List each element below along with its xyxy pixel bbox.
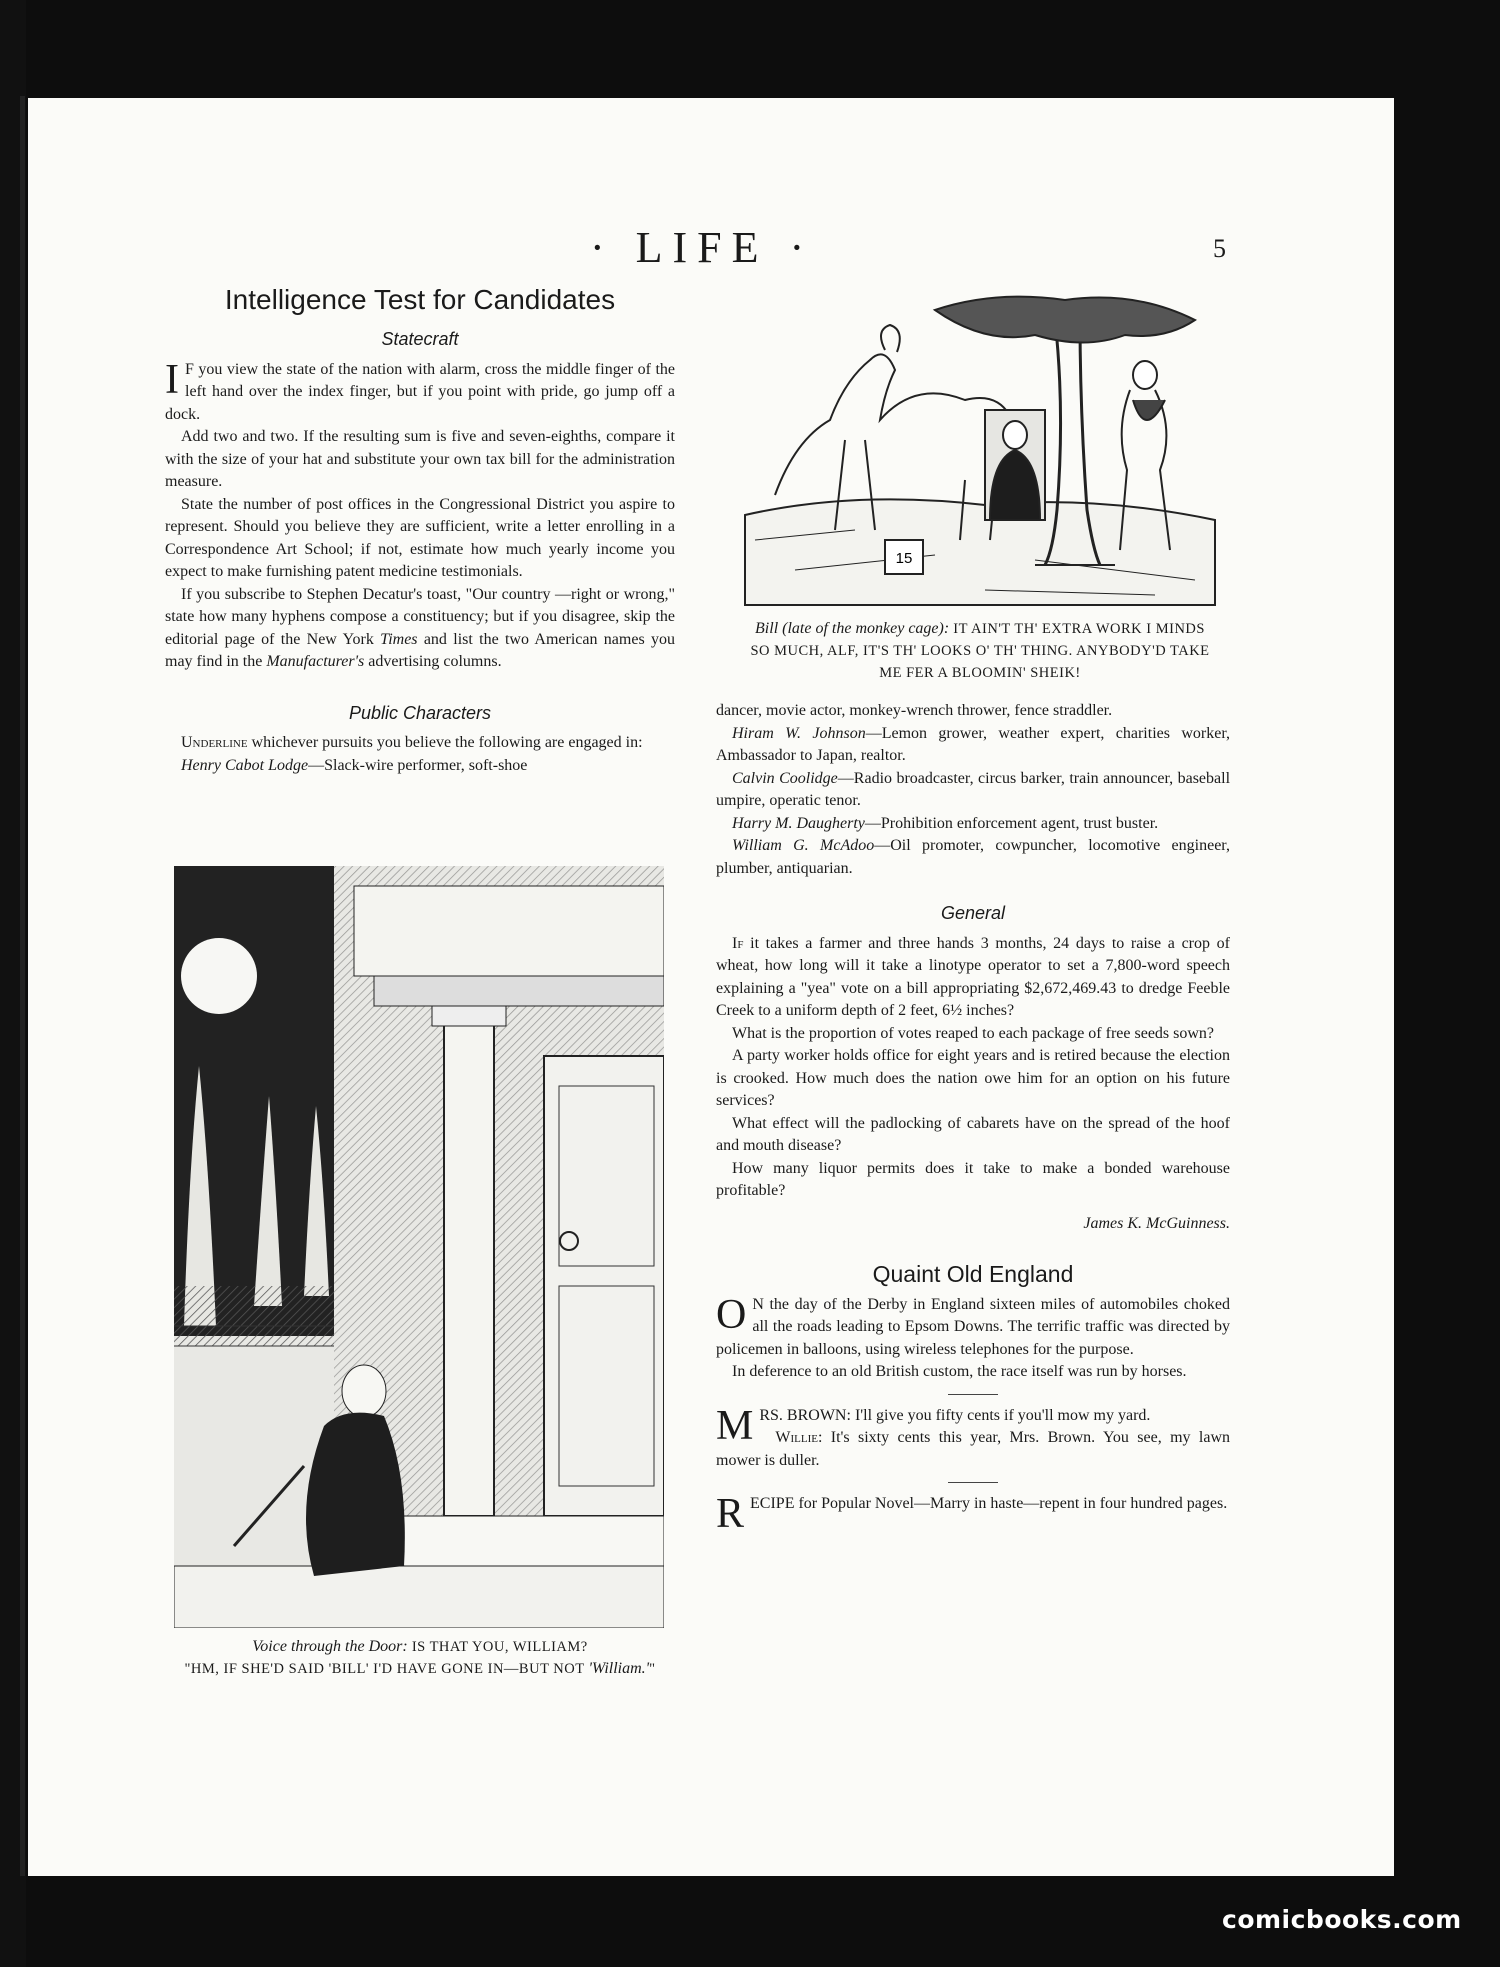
small-caps-text: Underline bbox=[181, 734, 248, 751]
paragraph bbox=[165, 732, 675, 755]
small-caps-text: If bbox=[732, 934, 744, 952]
paragraph: State the number of post offices in the Congressional District you aspire to represent. Should you believe they are sufficient, write a letter enrolling in a Correspondence Art School; if not, estimate how much yearly income you expect to make furnishing patent medicine testimonials. bbox=[165, 495, 675, 580]
italic-text: Times bbox=[380, 630, 418, 648]
paragraph-text: F you view the state of the nation with alarm, cross the middle finger of the left hand over the index finger, but if you point with pride, go jump off a dock. bbox=[165, 360, 675, 423]
paragraph: What effect will the padlocking of cabarets have on the spread of the hoof and mouth disease? bbox=[716, 1114, 1230, 1154]
caption-text: IT AIN'T TH' EXTRA WORK I MINDS SO MUCH, ALF, IT'S TH' LOOKS O' TH' THING. ANYBODY'D TAKE ME FER A BLOOMIN' SHEIK! bbox=[750, 621, 1210, 681]
italic-text: Manufacturer's bbox=[266, 653, 365, 670]
paragraph-text: —Lemon grower, weather expert, charities worker, Ambassador to Japan, realtor. bbox=[716, 724, 1231, 764]
paragraph: Add two and two. If the resulting sum is five and seven-eighths, compare it with the size of your hat and substitute your own tax bill for the administration measure. bbox=[165, 428, 675, 490]
divider-rule bbox=[948, 1394, 998, 1395]
speaker-label: RS. BROWN: bbox=[759, 1406, 851, 1424]
drop-cap: R bbox=[716, 1491, 745, 1537]
paragraph-text: whichever pursuits you believe the following are engaged in: bbox=[247, 734, 643, 751]
paragraph: In deference to an old British custom, the race itself was run by horses. bbox=[732, 1363, 1187, 1380]
divider-rule bbox=[948, 1482, 998, 1483]
top-cartoon-caption bbox=[745, 618, 1215, 684]
doorway-night-drawing bbox=[174, 866, 664, 1628]
page-number: 5 bbox=[1213, 234, 1226, 263]
right-column-text bbox=[716, 700, 1231, 1537]
paragraph bbox=[716, 768, 1230, 813]
caption-text: " bbox=[649, 1661, 656, 1677]
caption-italic: 'William.' bbox=[588, 1660, 650, 1677]
paragraph bbox=[716, 1291, 1230, 1362]
cartoon-doorway-illustration bbox=[174, 866, 664, 1628]
caption-text: IS THAT YOU, WILLIAM? bbox=[411, 1639, 588, 1655]
cartoon-camel-illustration bbox=[735, 290, 1225, 610]
paragraph-text: —Prohibition enforcement agent, trust buster. bbox=[864, 814, 1159, 832]
section-heading-general: General bbox=[940, 903, 1006, 923]
paragraph bbox=[716, 933, 1230, 1023]
paragraph-text: —Oil promoter, cowpuncher, locomotive engineer, plumber, antiquarian. bbox=[716, 837, 1230, 877]
author-signature: James K. McGuinness. bbox=[1083, 1214, 1230, 1232]
article-title: Intelligence Test for Candidates bbox=[224, 284, 616, 315]
paragraph: dancer, movie actor, monkey-wrench thrower, fence straddler. bbox=[716, 702, 1113, 719]
binding-spine bbox=[0, 0, 26, 1967]
paragraph-text: advertising columns. bbox=[364, 653, 502, 670]
drop-cap: O bbox=[716, 1291, 747, 1338]
section-heading-statecraft: Statecraft bbox=[381, 329, 459, 349]
paragraph bbox=[716, 1427, 1230, 1472]
paragraph-text: If you subscribe to Stephen Decatur's toast, "Our country —right or wrong," state how many hyphens compose a constituency; but if you disagree, skip the editorial page of the New York bbox=[165, 585, 675, 648]
paragraph bbox=[165, 584, 675, 674]
paragraph bbox=[716, 723, 1230, 768]
masthead: · LIFE · bbox=[590, 223, 815, 272]
paragraph: What is the proportion of votes reaped to each package of free seeds sown? bbox=[732, 1024, 1215, 1042]
drop-cap: I bbox=[165, 356, 179, 403]
paragraph bbox=[716, 835, 1230, 880]
paragraph: How many liquor permits does it take to make a bonded warehouse profitable? bbox=[716, 1159, 1230, 1199]
speaker-label: Willie: bbox=[775, 1429, 823, 1446]
paragraph bbox=[716, 813, 1230, 836]
person-name: Henry Cabot Lodge bbox=[181, 756, 309, 774]
camel-tree-drawing bbox=[735, 290, 1225, 610]
paragraph-text: —Radio broadcaster, circus barker, train announcer, baseball umpire, operatic tenor. bbox=[716, 769, 1231, 809]
paragraph-text: I'll give you fifty cents if you'll mow my yard. bbox=[850, 1406, 1151, 1424]
bucket-sign-label: 15 bbox=[895, 550, 913, 567]
paragraph: A party worker holds office for eight years and is retired because the election is crooked. How much does the nation owe him for an option on his future services? bbox=[716, 1047, 1230, 1109]
caption-speaker: Bill (late of the monkey cage): bbox=[755, 620, 950, 637]
paragraph-text: and list the two American names you may find in the bbox=[165, 630, 675, 670]
paragraph-text: ECIPE for Popular Novel—Marry in haste—repent in four hundred pages. bbox=[750, 1495, 1228, 1512]
left-column-text bbox=[165, 322, 675, 777]
caption-text: "HM, IF SHE'D SAID 'BILL' I'D HAVE GONE IN—BUT NOT bbox=[184, 1661, 589, 1677]
caption-speaker: Voice through the Door: bbox=[252, 1638, 408, 1655]
drop-cap: M bbox=[716, 1402, 754, 1449]
person-name: William G. McAdoo bbox=[732, 837, 875, 854]
paragraph bbox=[165, 755, 675, 778]
person-name: Harry M. Daugherty bbox=[732, 814, 865, 832]
site-watermark: comicbooks.com bbox=[1222, 1905, 1462, 1934]
paragraph bbox=[165, 356, 675, 427]
binding-edge bbox=[20, 96, 25, 1876]
bottom-cartoon-caption bbox=[180, 1636, 660, 1680]
paragraph-text: —Slack-wire performer, soft-shoe bbox=[308, 756, 528, 774]
paragraph-text: It's sixty cents this year, Mrs. Brown. You see, my lawn mower is duller. bbox=[716, 1429, 1230, 1469]
section-heading-public-characters: Public Characters bbox=[348, 702, 492, 723]
person-name: Hiram W. Johnson bbox=[732, 724, 866, 742]
person-name: Calvin Coolidge bbox=[732, 769, 838, 787]
article-title-quaint-old-england: Quaint Old England bbox=[872, 1261, 1074, 1287]
paragraph bbox=[716, 1491, 1230, 1537]
paragraph-text: it takes a farmer and three hands 3 months, 24 days to raise a crop of wheat, how long will it take a linotype operator to set a 7,800-word speech explaining a "yea" vote on a bill appropriating $2,672,469.43 to dredge Feeble Creek to a uniform depth of 2 feet, 6½ inches? bbox=[716, 934, 1230, 1019]
paragraph-text: N the day of the Derby in England sixteen miles of automobiles choked all the roads leading to Epsom Downs. The terrific traffic was directed by policemen in balloons, using wireless telephones for the purpose. bbox=[716, 1295, 1230, 1358]
